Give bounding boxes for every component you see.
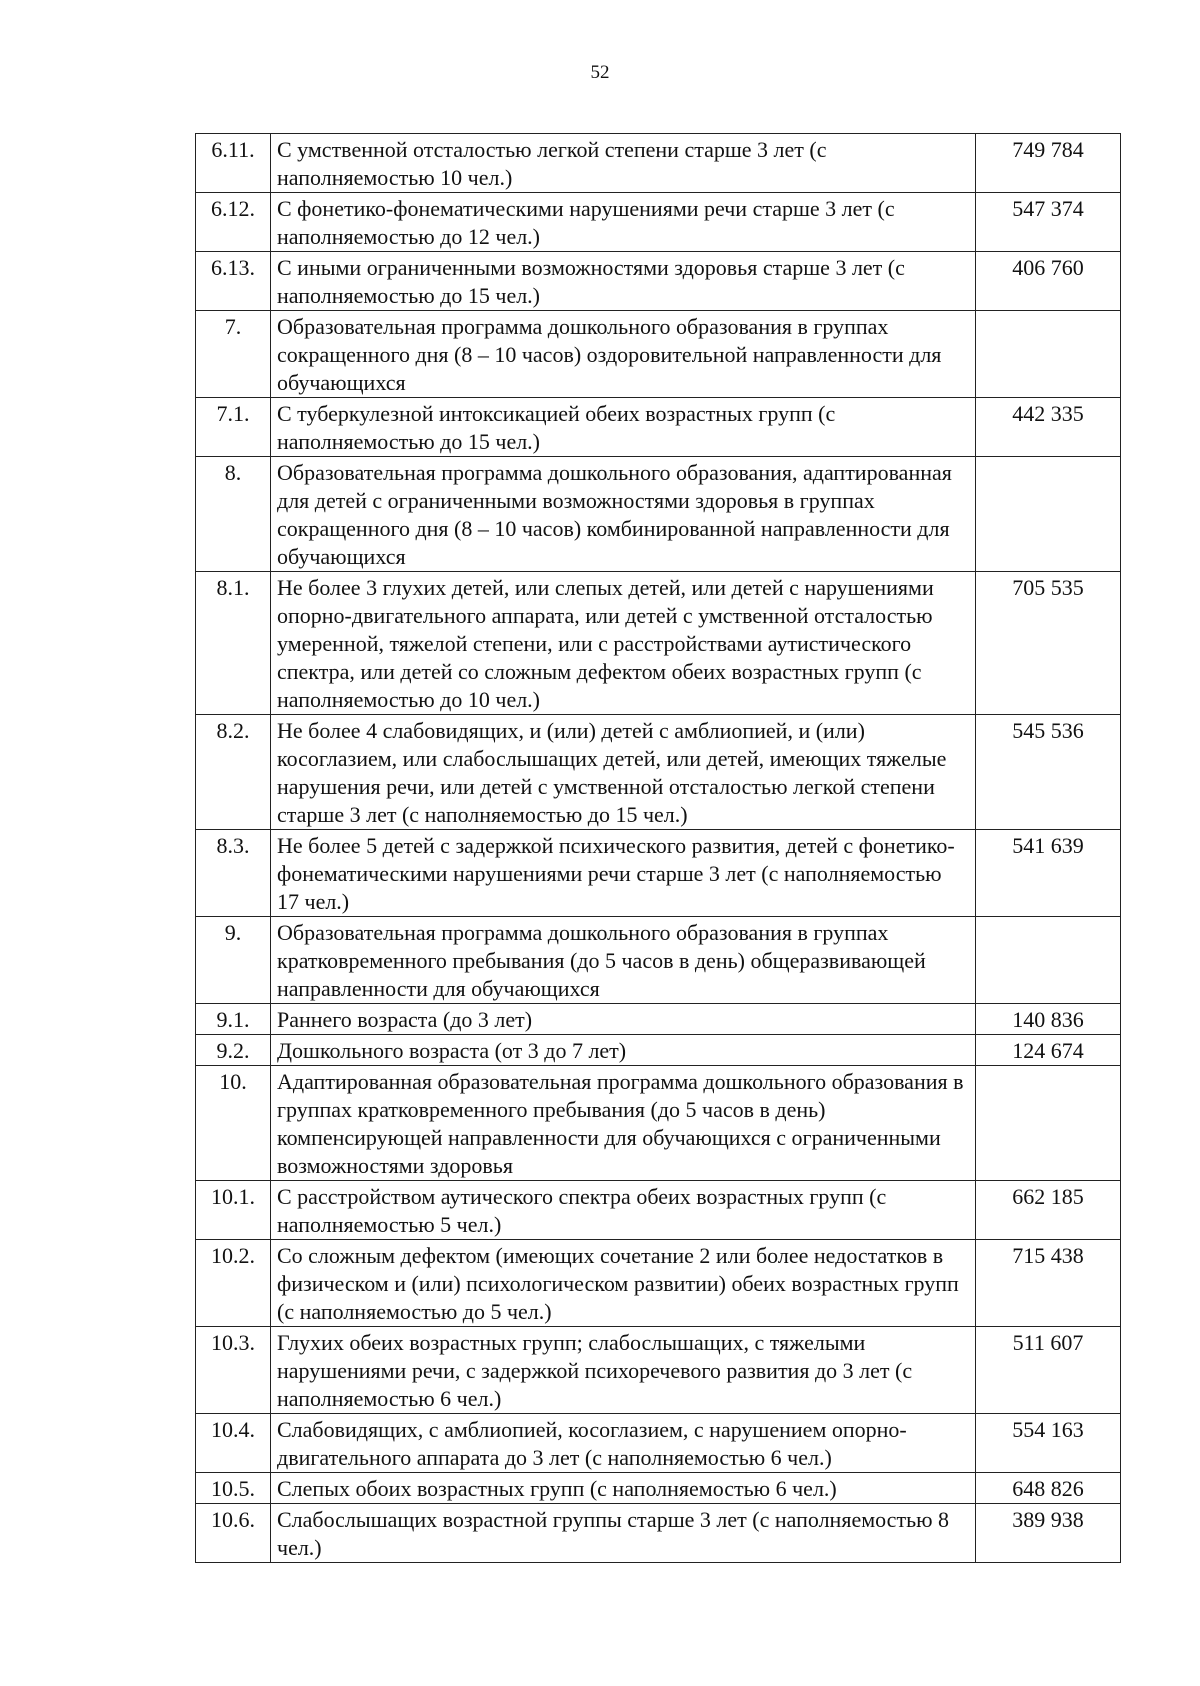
row-description: С расстройством аутического спектра обеих возрастных групп (с наполняемостью 5 чел.) <box>271 1181 976 1240</box>
table-row <box>196 457 1121 572</box>
row-number: 6.13. <box>196 252 271 311</box>
row-description: Образовательная программа дошкольного образования в группах сокращенного дня (8 – 10 часов) оздоровительной направленности для обучающихся <box>271 311 976 398</box>
row-number: 9.2. <box>196 1035 271 1066</box>
row-amount: 511 607 <box>976 1327 1121 1414</box>
row-description: Со сложным дефектом (имеющих сочетание 2 или более недостатков в физическом и (или) психологическом развитии) обеих возрастных групп (с наполняемостью до 5 чел.) <box>271 1240 976 1327</box>
row-description: Глухих обеих возрастных групп; слабослышащих, с тяжелыми нарушениями речи, с задержкой психоречевого развития до 3 лет (с наполняемостью 6 чел.) <box>271 1327 976 1414</box>
row-amount: 662 185 <box>976 1181 1121 1240</box>
row-amount: 442 335 <box>976 398 1121 457</box>
table-row <box>196 1181 1121 1240</box>
row-number: 10. <box>196 1066 271 1181</box>
row-amount <box>976 1066 1121 1181</box>
tariff-table-container <box>195 133 1121 1563</box>
table-row <box>196 134 1121 193</box>
row-amount: 406 760 <box>976 252 1121 311</box>
row-amount <box>976 917 1121 1004</box>
table-row <box>196 193 1121 252</box>
tariff-table <box>195 133 1121 1563</box>
table-row <box>196 1473 1121 1504</box>
row-number: 7.1. <box>196 398 271 457</box>
row-amount: 389 938 <box>976 1504 1121 1563</box>
table-row <box>196 311 1121 398</box>
row-number: 8.1. <box>196 572 271 715</box>
row-amount: 705 535 <box>976 572 1121 715</box>
row-description: Не более 5 детей с задержкой психического развития, детей с фонетико-фонематическими нарушениями речи старше 3 лет (с наполняемостью 17 чел.) <box>271 830 976 917</box>
row-description: Дошкольного возраста (от 3 до 7 лет) <box>271 1035 976 1066</box>
table-row <box>196 1504 1121 1563</box>
table-row <box>196 1240 1121 1327</box>
row-description: Раннего возраста (до 3 лет) <box>271 1004 976 1035</box>
row-amount <box>976 457 1121 572</box>
table-row <box>196 252 1121 311</box>
row-amount: 554 163 <box>976 1414 1121 1473</box>
row-description: С умственной отсталостью легкой степени старше 3 лет (с наполняемостью 10 чел.) <box>271 134 976 193</box>
row-number: 8.2. <box>196 715 271 830</box>
row-description: Слабослышащих возрастной группы старше 3 лет (с наполняемостью 8 чел.) <box>271 1504 976 1563</box>
row-number: 10.6. <box>196 1504 271 1563</box>
row-amount: 545 536 <box>976 715 1121 830</box>
row-description: С иными ограниченными возможностями здоровья старше 3 лет (с наполняемостью до 15 чел.) <box>271 252 976 311</box>
table-row <box>196 830 1121 917</box>
row-description: Слепых обоих возрастных групп (с наполняемостью 6 чел.) <box>271 1473 976 1504</box>
row-number: 7. <box>196 311 271 398</box>
row-description: Образовательная программа дошкольного образования, адаптированная для детей с ограниченными возможностями здоровья в группах сокращенного дня (8 – 10 часов) комбинированной направленности для обучающихся <box>271 457 976 572</box>
table-row <box>196 1414 1121 1473</box>
table-row <box>196 1004 1121 1035</box>
row-description: Образовательная программа дошкольного образования в группах кратковременного пребывания (до 5 часов в день) общеразвивающей направленности для обучающихся <box>271 917 976 1004</box>
row-number: 6.12. <box>196 193 271 252</box>
row-number: 10.4. <box>196 1414 271 1473</box>
row-number: 9. <box>196 917 271 1004</box>
row-description: Адаптированная образовательная программа дошкольного образования в группах кратковременного пребывания (до 5 часов в день) компенсирующей направленности для обучающихся с ограниченными возможностями здоровья <box>271 1066 976 1181</box>
row-amount: 140 836 <box>976 1004 1121 1035</box>
row-amount <box>976 311 1121 398</box>
table-row <box>196 572 1121 715</box>
row-amount: 541 639 <box>976 830 1121 917</box>
row-number: 10.1. <box>196 1181 271 1240</box>
row-number: 8.3. <box>196 830 271 917</box>
row-number: 6.11. <box>196 134 271 193</box>
row-amount: 547 374 <box>976 193 1121 252</box>
table-row <box>196 1035 1121 1066</box>
row-amount: 648 826 <box>976 1473 1121 1504</box>
row-amount: 749 784 <box>976 134 1121 193</box>
table-row <box>196 917 1121 1004</box>
table-row <box>196 1327 1121 1414</box>
row-description: С фонетико-фонематическими нарушениями речи старше 3 лет (с наполняемостью до 12 чел.) <box>271 193 976 252</box>
row-amount: 124 674 <box>976 1035 1121 1066</box>
row-number: 10.3. <box>196 1327 271 1414</box>
row-description: Не более 4 слабовидящих, и (или) детей с амблиопией, и (или) косоглазием, или слабослышащих детей, или детей, имеющих тяжелые нарушения речи, или детей с умственной отсталостью легкой степени старше 3 лет (с наполняемостью до 15 чел.) <box>271 715 976 830</box>
table-row <box>196 715 1121 830</box>
row-amount: 715 438 <box>976 1240 1121 1327</box>
row-description: С туберкулезной интоксикацией обеих возрастных групп (с наполняемостью до 15 чел.) <box>271 398 976 457</box>
table-row <box>196 398 1121 457</box>
row-number: 8. <box>196 457 271 572</box>
page-number: 52 <box>590 62 610 83</box>
tariff-table-body <box>196 134 1121 1563</box>
row-number: 10.2. <box>196 1240 271 1327</box>
row-description: Не более 3 глухих детей, или слепых детей, или детей с нарушениями опорно-двигательного аппарата, или детей с умственной отсталостью умеренной, тяжелой степени, или с расстройствами аутистического спектра, или детей со сложным дефектом обеих возрастных групп (с наполняемостью до 10 чел.) <box>271 572 976 715</box>
row-number: 9.1. <box>196 1004 271 1035</box>
row-number: 10.5. <box>196 1473 271 1504</box>
table-row <box>196 1066 1121 1181</box>
row-description: Слабовидящих, с амблиопией, косоглазием, с нарушением опорно-двигательного аппарата до 3 лет (с наполняемостью 6 чел.) <box>271 1414 976 1473</box>
